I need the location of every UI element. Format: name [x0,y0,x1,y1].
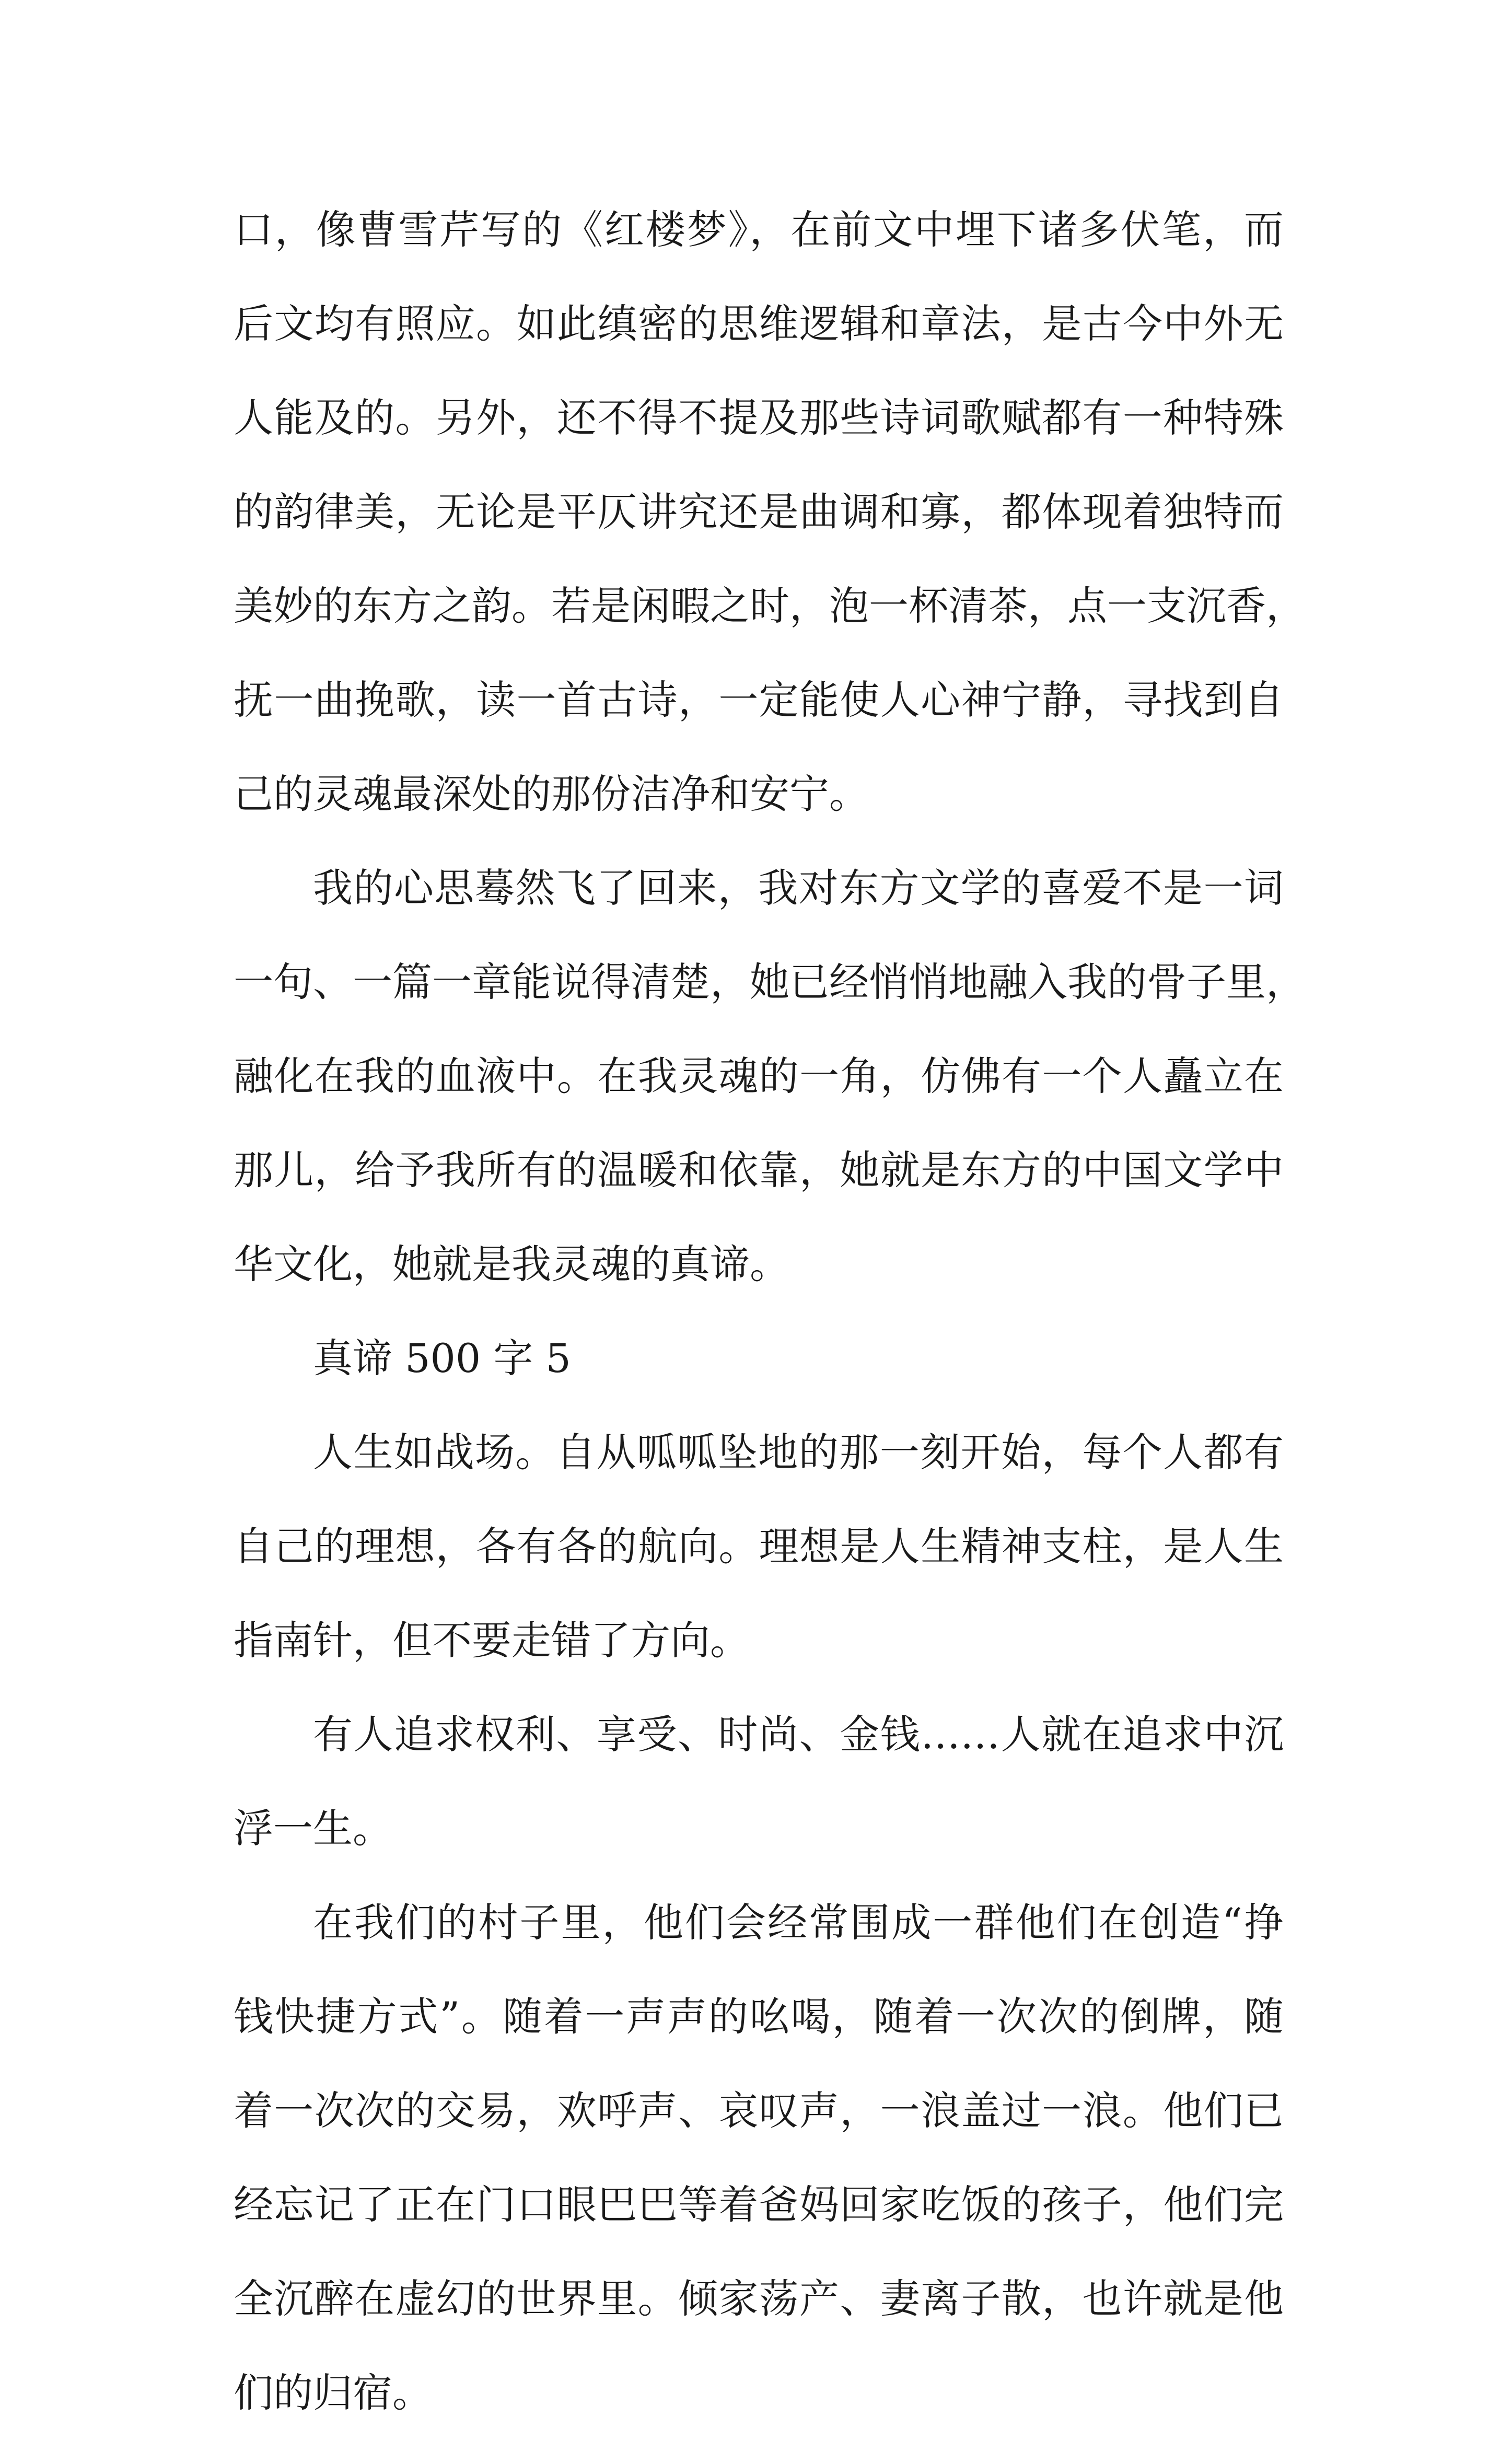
paragraph-5 [234,1876,1284,2440]
text-line: 着一次次的交易，欢呼声、哀叹声，一浪盖过一浪。他们已 [234,2087,1284,2134]
text-line: 自己的理想，各有各的航向。理想是人生精神支柱，是人生 [234,1523,1284,1570]
text-line: 一句、一篇一章能说得清楚，她已经悄悄地融入我的骨子里， [234,959,1306,1005]
section-heading: 真谛 500 字 5 [313,1335,571,1381]
text-line: 融化在我的血液中。在我灵魂的一角，仿佛有一个人矗立在 [234,1053,1284,1099]
text-line: 指南针，但不要走错了方向。 [234,1617,750,1664]
text-line: 抚一曲挽歌，读一首古诗，一定能使人心神宁静，寻找到自 [234,677,1284,723]
text-line: 我的心思蓦然飞了回来，我对东方文学的喜爱不是一词 [313,865,1284,911]
text-line: 人能及的。另外，还不得不提及那些诗词歌赋都有一种特殊 [234,394,1284,441]
text-line: 浮一生。 [234,1805,392,1852]
text-line: 钱快捷方式”。随着一声声的吆喝，随着一次次的倒牌，随 [234,1993,1284,2040]
text-line: 人生如战场。自从呱呱坠地的那一刻开始，每个人都有 [313,1429,1284,1475]
text-line: 后文均有照应。如此缜密的思维逻辑和章法，是古今中外无 [234,300,1284,347]
text-line: 全沉醉在虚幻的世界里。倾家荡产、妻离子散，也许就是他 [234,2275,1284,2322]
text-line: 华文化，她就是我灵魂的真谛。 [234,1241,789,1287]
paragraph-1 [234,183,1306,841]
paragraph-2 [234,841,1306,1311]
paragraph-3 [234,1405,1284,1688]
text-line: 有人追求权利、享受、时尚、金钱……人就在追求中沉 [313,1711,1284,1758]
text-line: 在我们的村子里，他们会经常围成一群他们在创造“挣 [313,1899,1284,1946]
text-line: 们的归宿。 [234,2369,432,2416]
text-line: 口，像曹雪芹写的《红楼梦》，在前文中埋下诸多伏笔，而 [234,206,1284,253]
text-line: 己的灵魂最深处的那份洁净和安宁。 [234,771,869,817]
paragraph-4 [234,1688,1284,1876]
text-line: 的韵律美，无论是平仄讲究还是曲调和寡，都体现着独特而 [234,489,1284,535]
text-line: 经忘记了正在门口眼巴巴等着爸妈回家吃饭的孩子，他们完 [234,2181,1284,2228]
text-line: 美妙的东方之韵。若是闲暇之时，泡一杯清茶，点一支沉香， [234,583,1306,629]
text-line: 那儿，给予我所有的温暖和依靠，她就是东方的中国文学中 [234,1147,1284,1193]
body-text [234,183,1306,2440]
